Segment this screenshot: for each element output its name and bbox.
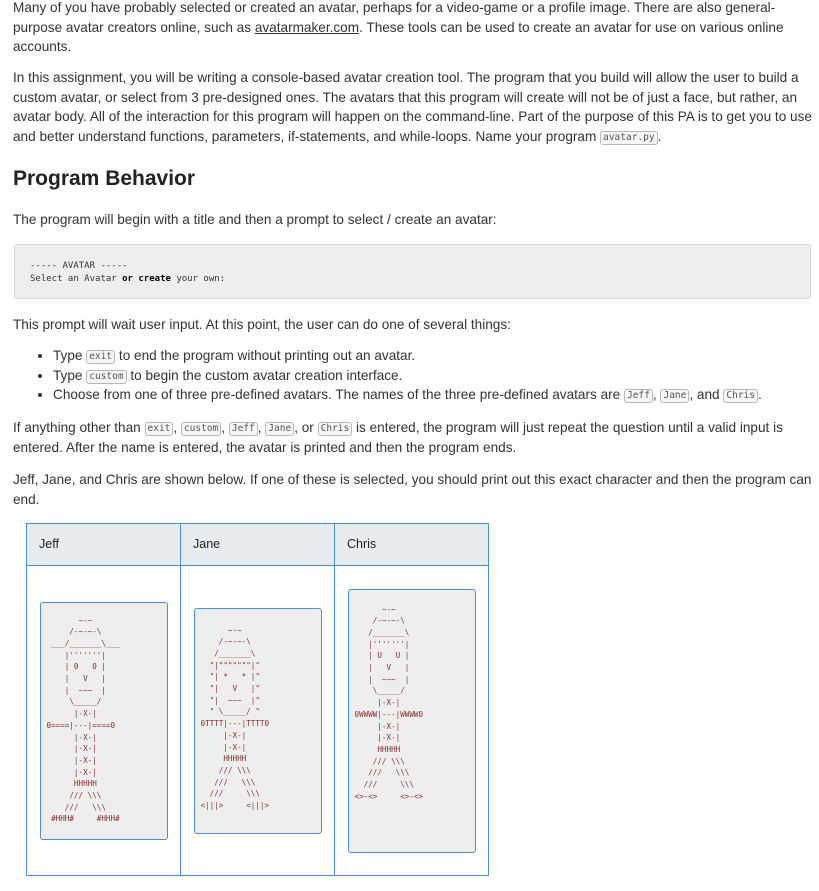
text: ,: [173, 420, 181, 435]
list-text: Choose from one of three pre-defined avatars. The names of the three pre-defined avatars are: [53, 387, 625, 402]
validation-paragraph: [13, 418, 813, 457]
header-jeff: Jeff: [27, 524, 181, 566]
intro-text: Many of you have probably selected or created an avatar, perhaps for a video-game or a profile image. There are also general-purpose avatar creators online, such as: [13, 0, 776, 35]
list-text: to end the program without printing out an avatar.: [115, 348, 416, 363]
code-line-title: ----- AVATAR -----: [30, 261, 128, 271]
table-header-row: [27, 524, 489, 566]
cell-jane: [181, 566, 335, 876]
list-text: ,: [652, 387, 661, 402]
text: is entered, the program will just repeat the question until a valid input is entered. After the name is entered, the avatar is printed and then the program ends.: [13, 420, 783, 455]
intro-text: .: [657, 128, 662, 144]
section-heading: Program Behavior: [13, 167, 196, 190]
inline-code: Jane: [265, 422, 294, 436]
code-text: your own:: [170, 273, 226, 284]
chris-ascii-art: ~-~ /-~-~-\ /_______\ |'''''''| | U U | | V | | ~~~ | \_____/ |-X-| 0WWWW|---|WWWW0 |-X-| |-X-| HHHHH /// \\\ /// \\\ /// \\\ <>-<> <>-<>: [348, 589, 476, 853]
inline-code: Jane: [660, 389, 689, 403]
intro-paragraph-1: [13, 0, 813, 57]
cell-chris: [335, 566, 489, 876]
behavior-paragraph: The program will begin with a title and then a prompt to select / create an avatar:: [13, 212, 497, 227]
list-item: [53, 385, 813, 405]
list-item: [53, 366, 813, 386]
inline-code: Chris: [318, 422, 353, 436]
prompt-paragraph: This prompt will wait user input. At this point, the user can do one of several things:: [13, 317, 511, 332]
code-text: Select an Avatar: [30, 273, 123, 284]
avatarmaker-link[interactable]: avatarmaker.com: [254, 19, 360, 35]
inline-code: exit: [86, 350, 115, 364]
inline-code: Jeff: [624, 389, 653, 403]
inline-code: custom: [181, 422, 221, 436]
code-line-prompt: [30, 274, 225, 284]
jane-ascii-art: ~-~ /-~-~-\ /_______\ "|"""""""|" "| * * |" "| V |" "| ~~~ |" " \_____/ " 0TTTT|---|TTTT0 |-X-| |-X-| HHHHH /// \\\ /// \\\ /// \\\ <|||> <|||>: [194, 608, 322, 834]
options-list: [13, 346, 813, 405]
list-text: , and: [689, 387, 724, 402]
cell-jeff: [27, 566, 181, 876]
text: ,: [221, 420, 229, 435]
table-row: [27, 566, 489, 876]
text: ,: [257, 420, 266, 435]
inline-code-filename: avatar.py: [600, 131, 657, 145]
intro-text: . These tools can be used to create an avatar for use on various online accounts.: [13, 19, 784, 54]
inline-code: exit: [145, 422, 174, 436]
list-text: Type: [53, 348, 87, 363]
header-chris: Chris: [335, 524, 489, 566]
code-keyword: create: [138, 273, 171, 284]
intro-text: In this assignment, you will be writing a console-based avatar creation tool. The program that you build will allow the user to build a custom avatar, or select from 3 pre-designed ones. The avatars that this program will create will not be of just a face, but rather, an avatar body. All of the interaction for this program will happen on the command-line. Part of the purpose of this PA is to get you to use and better understand functions, parameters, if-statements, and while-loops. Name your program: [13, 70, 812, 144]
list-text: to begin the custom avatar creation interface.: [126, 367, 403, 383]
text: , or: [294, 420, 318, 435]
text: If anything other than: [13, 420, 145, 435]
inline-code: Chris: [723, 389, 758, 403]
inline-code: custom: [86, 370, 126, 384]
header-jane: Jane: [181, 524, 335, 566]
intro-paragraph-2: [13, 68, 813, 146]
list-text: .: [758, 387, 762, 402]
inline-code: Jeff: [229, 422, 258, 436]
code-keyword: or: [122, 273, 133, 284]
prompt-code-block: [14, 244, 811, 299]
examples-paragraph: Jeff, Jane, and Chris are shown below. If one of these is selected, you should print out this exact character and then the program can end.: [13, 472, 812, 507]
jeff-ascii-art: ~-~ /-~-~-\ ___/_______\___ |'''''''| | 0 0 | | V | | ~~~ | \_____/ |-X-| 0====|---|====0 |-X-| |-X-| |-X-| |-X-| HHHHH /// \\\ /// \\\ #HHH# #HHH#: [40, 602, 168, 840]
list-text: Type: [53, 367, 87, 383]
avatars-table: [26, 523, 489, 876]
list-item: [53, 346, 813, 366]
